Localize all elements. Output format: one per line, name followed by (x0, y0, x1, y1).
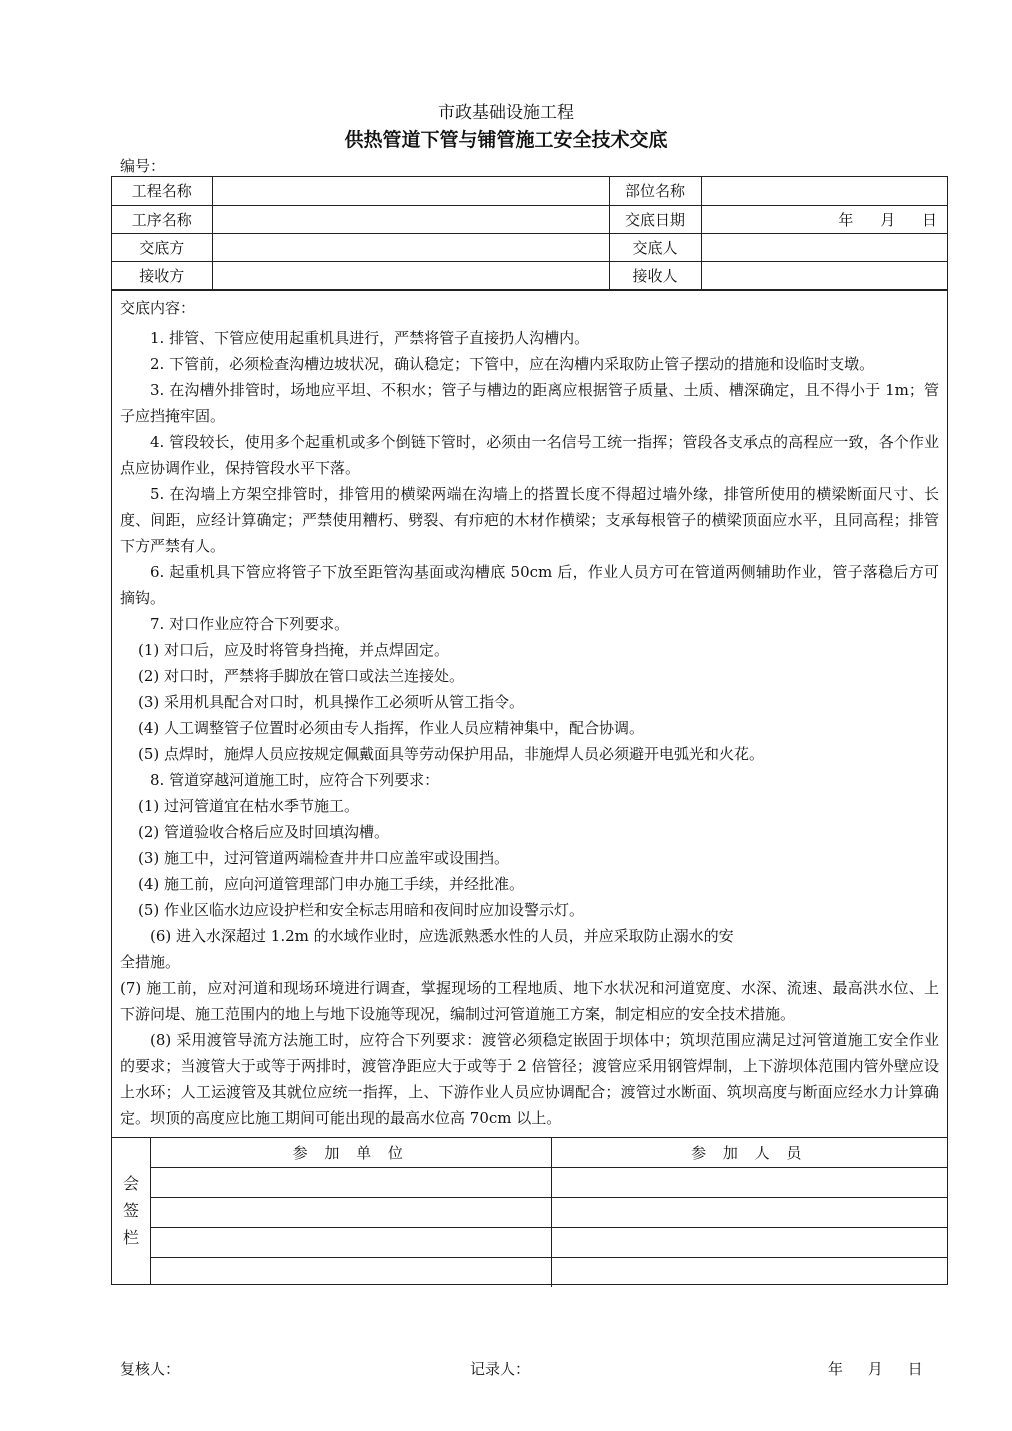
serial-number-label: 编号： (120, 157, 166, 175)
table-row (112, 205, 947, 233)
signoff-table (151, 1138, 947, 1287)
section-name-field[interactable] (701, 177, 947, 205)
content-item: 6. 起重机具下管应将管子下放至距管沟基面或沟槽底 50cm 后，作业人员方可在管道两侧辅助作业，管子落稳后方可摘钩。 (120, 562, 939, 607)
footer-year: 年 (828, 1360, 844, 1378)
process-name-label: 工序名称 (112, 205, 212, 233)
table-row (151, 1197, 947, 1227)
section-name-label: 部位名称 (609, 177, 701, 205)
brief-date-field[interactable] (701, 205, 947, 233)
table-row (151, 1167, 947, 1197)
content-subitem-continued: 全措施。 (120, 952, 181, 971)
receiver-party-label: 接收方 (112, 261, 212, 289)
unit-cell[interactable] (151, 1227, 551, 1257)
table-row (151, 1257, 947, 1287)
content-subitem: (1) 过河管道宜在枯水季节施工。 (138, 796, 360, 815)
people-cell[interactable] (551, 1257, 947, 1287)
brief-person-label: 交底人 (609, 233, 701, 261)
content-subitem: (3) 采用机具配合对口时，机具操作工必须听从管工指令。 (138, 692, 525, 711)
content-subitem: (2) 对口时，严禁将手脚放在管口或法兰连接处。 (138, 666, 465, 685)
content-subitem: (1) 对口后，应及时将管身挡掩，并点焊固定。 (138, 640, 450, 659)
signoff-side-char: 会 (122, 1174, 139, 1193)
people-cell[interactable] (551, 1167, 947, 1197)
project-name-field[interactable] (212, 177, 609, 205)
document-title: 供热管道下管与铺管施工安全技术交底 (344, 129, 668, 151)
brief-party-field[interactable] (212, 233, 609, 261)
content-subitem: (6) 进入水深超过 1.2m 的水域作业时，应选派熟悉水性的人员，并应采取防止溺水的安 (150, 926, 734, 945)
table-row (151, 1227, 947, 1257)
footer-day: 日 (907, 1360, 923, 1378)
content-subitem: (5) 点焊时，施焊人员应按规定佩戴面具等劳动保护用品，非施焊人员必须避开电弧光和火花。 (138, 744, 765, 763)
table-row (151, 1138, 947, 1168)
participating-people-header: 参 加 人 员 (551, 1138, 947, 1168)
brief-party-label: 交底方 (112, 233, 212, 261)
briefing-form (111, 176, 948, 1285)
table-row (112, 233, 947, 261)
unit-cell[interactable] (151, 1197, 551, 1227)
table-row (112, 177, 947, 205)
content-item: 2. 下管前，必须检查沟槽边坡状况，确认稳定；下管中，应在沟槽内采取防止管子摆动的措施和设临时支墩。 (150, 354, 875, 373)
signoff-side-char: 栏 (122, 1228, 139, 1247)
footer-month: 月 (867, 1360, 883, 1378)
content-item: 8. 管道穿越河道施工时，应符合下列要求： (150, 770, 440, 789)
content-item: 7. 对口作业应符合下列要求。 (150, 614, 350, 633)
unit-cell[interactable] (151, 1257, 551, 1287)
content-item: 5. 在沟墙上方架空排管时，排管用的横梁两端在沟墙上的搭置长度不得超过墙外缘，排管所使用的横梁断面尺寸、长度、间距，应经计算确定；严禁使用糟朽、劈裂、有疖疤的木材作横梁；支承每根管子的横梁顶面应水平，且同高程；排管下方严禁有人。 (120, 484, 939, 555)
content-heading: 交底内容： (120, 298, 196, 317)
content-subitem: (4) 施工前，应向河道管理部门申办施工手续，并经批准。 (138, 874, 525, 893)
briefing-content (112, 290, 947, 1137)
content-subitem: (2) 管道验收合格后应及时回填沟槽。 (138, 822, 390, 841)
info-table (112, 177, 947, 290)
participating-unit-header: 参 加 单 位 (151, 1138, 551, 1168)
people-cell[interactable] (551, 1197, 947, 1227)
signoff-side-label (112, 1138, 151, 1284)
content-subitem: (3) 施工中，过河管道两端检查井井口应盖牢或设围挡。 (138, 848, 510, 867)
reviewer-label: 复核人： (120, 1360, 181, 1378)
signoff-section (112, 1137, 947, 1284)
date-year-label: 年 (838, 210, 854, 229)
people-cell[interactable] (551, 1227, 947, 1257)
content-subitem: (7) 施工前，应对河道和现场环境进行调查，掌握现场的工程地质、地下水状况和河道宽度、水深、流速、最高洪水位、上下游问堤、施工范围内的地上与地下设施等现况，编制过河管道施工方案，制定相应的安全技术措施。 (120, 978, 939, 1023)
content-subitem: (5) 作业区临水边应设护栏和安全标志用暗和夜间时应加设警示灯。 (138, 900, 585, 919)
project-name-label: 工程名称 (112, 177, 212, 205)
brief-person-field[interactable] (701, 233, 947, 261)
signoff-side-char: 签 (122, 1201, 139, 1220)
content-subitem: (8) 采用渡管导流方法施工时，应符合下列要求：渡管必须稳定嵌固于坝体中；筑坝范围应满足过河管道施工安全作业的要求；当渡管大于或等于两排时，渡管净距应大于或等于 2 倍管径；渡管应采用钢管焊制，上下游坝体范围内管外壁应设上水环；人工运渡管及其就位应统一指挥，上、下游作业人员应协调配合；渡管过水断面、筑坝高度与断面应经水力计算确定。坝顶的高度应比施工期间可能出现的最高水位高 70cm 以上。 (120, 1030, 939, 1127)
receiver-person-field[interactable] (701, 261, 947, 289)
content-item: 4. 管段较长，使用多个起重机或多个倒链下管时，必须由一名信号工统一指挥；管段各支承点的高程应一致，各个作业点应协调作业，保持管段水平下落。 (120, 432, 939, 477)
document-supertitle: 市政基础设施工程 (438, 103, 574, 123)
table-row (112, 261, 947, 289)
recorder-label: 记录人： (470, 1360, 531, 1378)
process-name-field[interactable] (212, 205, 609, 233)
receiver-party-field[interactable] (212, 261, 609, 289)
date-month-label: 月 (880, 210, 896, 229)
brief-date-label: 交底日期 (609, 205, 701, 233)
footer-date (828, 1358, 943, 1379)
receiver-person-label: 接收人 (609, 261, 701, 289)
content-item: 1. 排管、下管应使用起重机具进行，严禁将管子直接扔人沟槽内。 (150, 328, 590, 347)
unit-cell[interactable] (151, 1167, 551, 1197)
content-subitem: (4) 人工调整管子位置时必须由专人指挥，作业人员应精神集中，配合协调。 (138, 718, 645, 737)
date-day-label: 日 (921, 210, 937, 229)
content-item: 3. 在沟槽外排管时，场地应平坦、不积水；管子与槽边的距离应根据管子质量、土质、槽深确定，且不得小于 1m；管子应挡掩牢固。 (120, 380, 939, 425)
